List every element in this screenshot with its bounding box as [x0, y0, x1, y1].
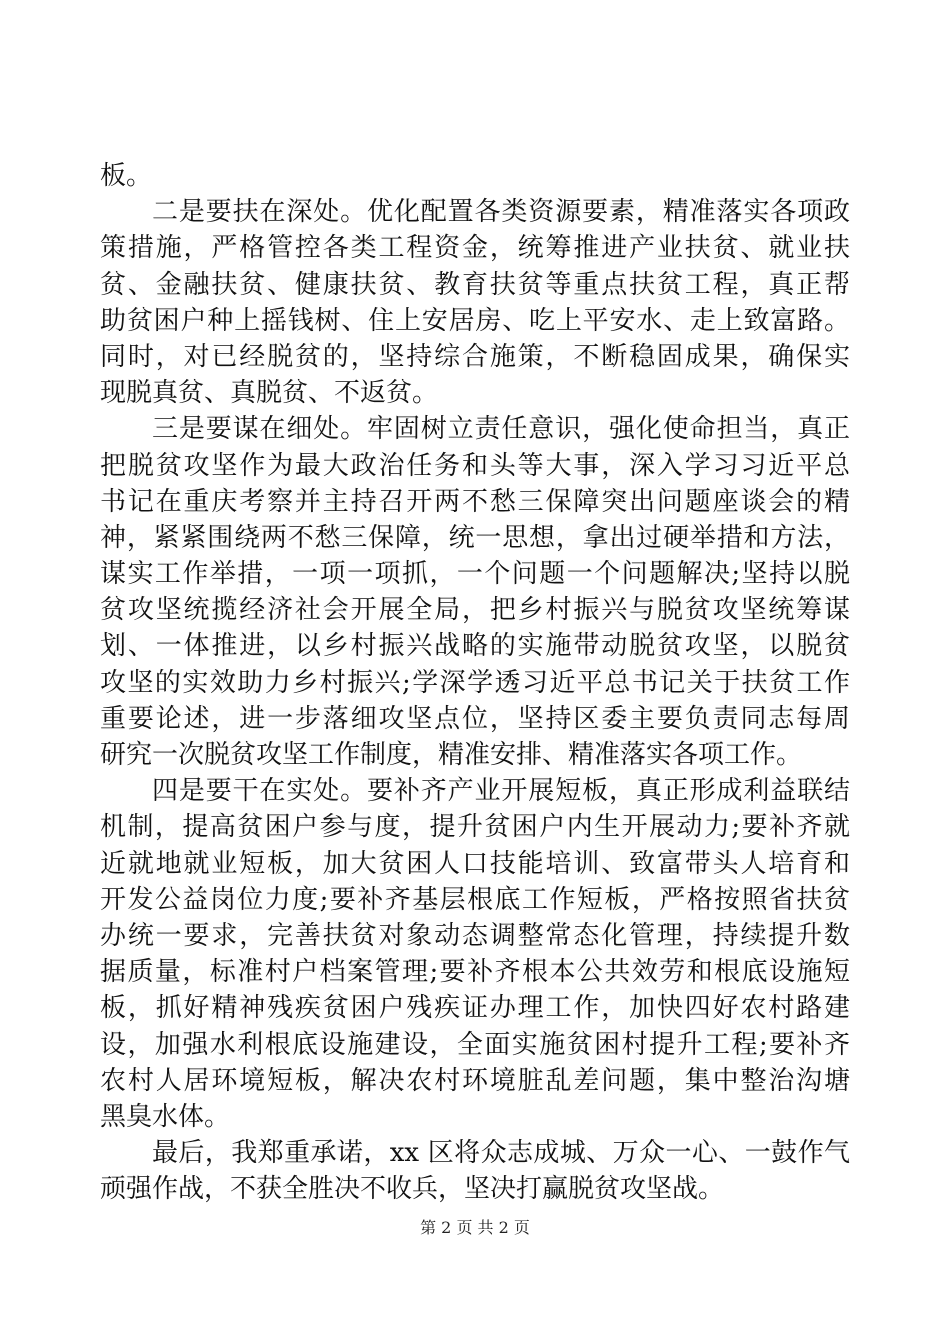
- text-line: 划、一体推进，以乡村振兴战略的实施带动脱贫攻坚，以脱贫: [100, 631, 850, 662]
- text-line: 谋实工作举措，一项一项抓，一个问题一个问题解决;坚持以脱: [100, 559, 850, 590]
- text-line: 开发公益岗位力度;要补齐基层根底工作短板，严格按照省扶贫: [100, 884, 850, 915]
- text-line: 板。: [100, 161, 153, 191]
- text-line: 设，加强水利根底设施建设，全面实施贫困村提升工程;要补齐: [100, 1029, 850, 1060]
- text-line: 同时，对已经脱贫的，坚持综合施策，不断稳固成果，确保实: [100, 341, 850, 372]
- text-line: 办统一要求，完善扶贫对象动态调整常态化管理，持续提升数: [100, 920, 850, 951]
- text-line: 据质量，标准村户档案管理;要补齐根本公共效劳和根底设施短: [100, 957, 850, 988]
- text-line: 策措施，严格管控各类工程资金，统筹推进产业扶贫、就业扶: [100, 233, 850, 264]
- text-line: 重要论述，进一步落细攻坚点位，坚持区委主要负责同志每周: [100, 703, 850, 734]
- text-line: 板，抓好精神残疾贫困户残疾证办理工作，加快四好农村路建: [100, 993, 850, 1024]
- text-line: 贫、金融扶贫、健康扶贫、教育扶贫等重点扶贫工程，真正帮: [100, 269, 850, 300]
- text-line: 三是要谋在细处。牢固树立责任意识，强化使命担当，真正: [152, 414, 850, 445]
- text-line: 研究一次脱贫攻坚工作制度，精准安排、精准落实各项工作。: [100, 740, 803, 770]
- document-body: [100, 158, 850, 1207]
- text-line: 书记在重庆考察并主持召开两不愁三保障突出问题座谈会的精: [100, 486, 850, 517]
- text-line: 黑臭水体。: [100, 1101, 231, 1132]
- text-line: 四是要干在实处。要补齐产业开展短板，真正形成利益联结: [152, 776, 850, 807]
- text-line: 贫攻坚统揽经济社会开展全局，把乡村振兴与脱贫攻坚统筹谋: [100, 595, 850, 626]
- text-line: 现脱真贫、真脱贫、不返贫。: [100, 378, 439, 409]
- text-line: 机制，提高贫困户参与度，提升贫困户内生开展动力;要补齐就: [100, 812, 850, 843]
- text-line: 顽强作战，不获全胜决不收兵，坚决打赢脱贫攻坚战。: [100, 1174, 725, 1205]
- text-line: 二是要扶在深处。优化配置各类资源要素，精准落实各项政: [152, 197, 850, 228]
- text-line: 近就地就业短板，加大贫困人口技能培训、致富带头人培育和: [100, 848, 850, 879]
- text-line: 把脱贫攻坚作为最大政治任务和头等大事，深入学习习近平总: [100, 450, 850, 481]
- text-line: 农村人居环境短板，解决农村环境脏乱差问题，集中整治沟塘: [100, 1065, 850, 1096]
- text-line: 攻坚的实效助力乡村振兴;学深学透习近平总书记关于扶贫工作: [100, 667, 850, 698]
- text-line: 最后，我郑重承诺，xx 区将众志成城、万众一心、一鼓作气: [152, 1138, 850, 1169]
- text-line: 助贫困户种上摇钱树、住上安居房、吃上平安水、走上致富路。: [100, 305, 850, 336]
- text-line: 神，紧紧围绕两不愁三保障，统一思想，拿出过硬举措和方法，: [100, 522, 850, 553]
- page-footer: 第 2 页 共 2 页: [420, 1218, 530, 1237]
